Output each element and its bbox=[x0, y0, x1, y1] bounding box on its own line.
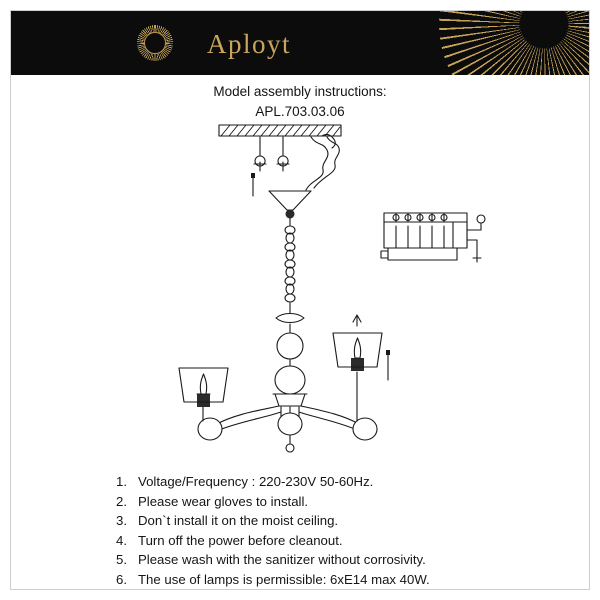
list-item-number: 2. bbox=[116, 493, 127, 509]
list-item-number: 4. bbox=[116, 532, 127, 548]
list-item-text: Voltage/Frequency : 220-230V 50-60Hz. bbox=[138, 474, 374, 489]
list-item bbox=[116, 492, 576, 512]
title-model-code: APL.703.03.06 bbox=[255, 104, 345, 119]
mounting-hooks bbox=[254, 137, 289, 171]
canopy bbox=[269, 191, 311, 226]
ceiling-hatch bbox=[219, 125, 341, 136]
list-item-number: 6. bbox=[116, 571, 127, 587]
terminal-block bbox=[381, 213, 485, 262]
list-item-number: 3. bbox=[116, 513, 127, 529]
list-item bbox=[116, 570, 576, 590]
decorative-body bbox=[273, 314, 307, 453]
sunburst-emblem-icon bbox=[137, 25, 173, 61]
lamp-arm-right bbox=[299, 315, 390, 440]
instructions-list bbox=[116, 472, 576, 590]
sunburst-core bbox=[144, 32, 166, 54]
list-item-number: 5. bbox=[116, 552, 127, 568]
list-item bbox=[116, 511, 576, 531]
brand-name: Aployt bbox=[207, 29, 292, 59]
list-item-text: Please wear gloves to install. bbox=[138, 493, 309, 509]
list-item bbox=[116, 550, 576, 570]
assembly-diagram-svg bbox=[11, 118, 589, 463]
list-item-text: Turn off the power before cleanout. bbox=[138, 532, 343, 548]
list-item bbox=[116, 531, 576, 551]
title-primary: Model assembly instructions: bbox=[213, 84, 387, 99]
radiating-lines-icon bbox=[439, 11, 589, 75]
list-item-text: Please wash with the sanitizer without corrosivity. bbox=[138, 552, 426, 568]
chain bbox=[285, 226, 295, 314]
page-title bbox=[0, 82, 600, 122]
alignment-pin bbox=[251, 173, 255, 196]
list-item bbox=[116, 472, 576, 492]
supply-cable bbox=[306, 134, 339, 190]
list-item-text: The use of lamps is permissible: 6xE14 max 40W. bbox=[138, 571, 430, 587]
list-item-number: 1. bbox=[116, 474, 127, 489]
lamp-arm-left bbox=[179, 368, 281, 440]
list-item-text: Don`t install it on the moist ceiling. bbox=[138, 513, 339, 529]
assembly-diagram bbox=[11, 118, 589, 463]
header-banner bbox=[11, 11, 589, 75]
